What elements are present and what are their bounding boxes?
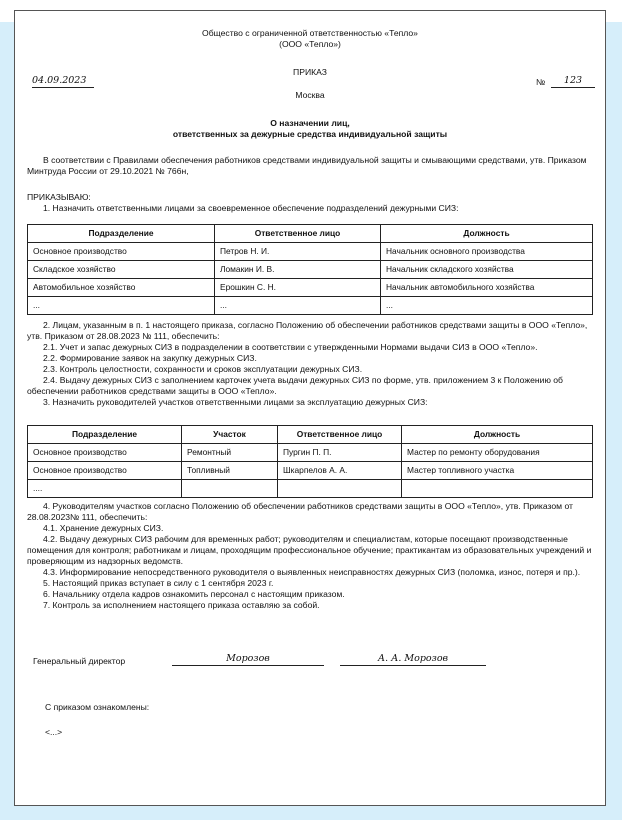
item-3: 3. Назначить руководителей участков ответственными лицами за эксплуатацию дежурных СИЗ: (43, 397, 428, 407)
item-4: 4. Руководителям участков согласно Положению об обеспечении работников средствами защиты в ООО «Тепло», утв. Приказом от 28.08.2023№ 111, обеспечить: (27, 501, 573, 522)
table-row (28, 243, 593, 261)
doc-city: Москва (295, 90, 325, 100)
table-cell: Топливный (182, 462, 278, 480)
table-cell (278, 480, 402, 498)
table-cell: Начальник автомобильного хозяйства (381, 279, 593, 297)
table-2 (27, 425, 593, 498)
table-cell: ... (28, 297, 215, 315)
table-cell: .... (28, 480, 182, 498)
table-row (28, 261, 593, 279)
signature-position: Генеральный директор (33, 656, 126, 666)
acquainted-placeholder: <...> (45, 727, 63, 737)
item-4-2: 4.2. Выдачу дежурных СИЗ рабочим для временных работ; руководителям и специалистам, которые посещают производственные помещения для контроля; работникам и лицам, проходящим профессиональное обучение; практикантам из образовательных учреждений и проверяющим из надзорных ведомств. (27, 534, 592, 566)
doc-date: 04.09.2023 (32, 75, 94, 88)
table-cell: Мастер топливного участка (402, 462, 593, 480)
item-4-1: 4.1. Хранение дежурных СИЗ. (43, 523, 164, 533)
item-2: 2. Лицам, указанным в п. 1 настоящего приказа, согласно Положению об обеспечении работников средствами защиты в ООО «Тепло», утв. Приказом от 28.08.2023 № 111, обеспечить: (27, 320, 588, 341)
table-header-cell: Подразделение (28, 225, 215, 243)
item-4-3: 4.3. Информирование непосредственного руководителя о выявленных неисправностях дежурных СИЗ (поломка, износ, потеря и пр.). (43, 567, 581, 577)
item-2-block (27, 320, 593, 408)
order-block (27, 192, 593, 214)
table-row (28, 297, 593, 315)
table-header-cell: Ответственное лицо (215, 225, 381, 243)
intro-block (27, 155, 593, 177)
table-row (28, 444, 593, 462)
table-cell (182, 480, 278, 498)
table-header-row (28, 225, 593, 243)
table-1-wrap (27, 224, 593, 315)
table-cell: Автомобильное хозяйство (28, 279, 215, 297)
doc-number: 123 (551, 75, 595, 88)
table-cell: ... (215, 297, 381, 315)
table-1 (27, 224, 593, 315)
table-row (28, 279, 593, 297)
table-header-cell: Участок (182, 426, 278, 444)
table-header-cell: Должность (381, 225, 593, 243)
item-6: 6. Начальнику отдела кадров ознакомить персонал с настоящим приказом. (43, 589, 345, 599)
item-5: 5. Настоящий приказ вступает в силу с 1 сентября 2023 г. (43, 578, 274, 588)
intro-paragraph: В соответствии с Правилами обеспечения работников средствами индивидуальной защиты и смывающими средствами, утв. Приказом Минтруда России от 29.10.2021 № 766н, (27, 155, 587, 176)
table-cell: Основное производство (28, 462, 182, 480)
doc-type: ПРИКАЗ (293, 67, 327, 77)
table-cell: Ломакин И. В. (215, 261, 381, 279)
table-header-cell: Должность (402, 426, 593, 444)
table-row (28, 462, 593, 480)
table-header-row (28, 426, 593, 444)
signature-sign: Морозов (172, 653, 324, 666)
table-header-cell: Ответственное лицо (278, 426, 402, 444)
table-cell: Начальник основного производства (381, 243, 593, 261)
acquainted-label: С приказом ознакомлены: (45, 702, 150, 712)
table-cell: Пургин П. П. (278, 444, 402, 462)
item-2-4: 2.4. Выдачу дежурных СИЗ с заполнением карточек учета выдачи дежурных СИЗ по форме, утв. приложением 3 к Положению об обеспечении работников средствами защиты в ООО «Тепло». (27, 375, 563, 396)
doc-title (15, 118, 605, 140)
table-cell: ... (381, 297, 593, 315)
item-2-1: 2.1. Учет и запас дежурных СИЗ в подразделении в соответствии с утвержденными Нормами выдачи СИЗ в ООО «Тепло». (43, 342, 538, 352)
table-cell: Ремонтный (182, 444, 278, 462)
table-cell: Ерошкин С. Н. (215, 279, 381, 297)
order-word: ПРИКАЗЫВАЮ: (27, 192, 91, 202)
item-7: 7. Контроль за исполнением настоящего приказа оставляю за собой. (43, 600, 320, 610)
item-2-2: 2.2. Формирование заявок на закупку дежурных СИЗ. (43, 353, 257, 363)
table-cell: Шкарпелов А. А. (278, 462, 402, 480)
org-short-name: (ООО «Тепло») (279, 39, 341, 49)
org-full-name: Общество с ограниченной ответственностью «Тепло» (202, 28, 418, 38)
table-header-cell: Подразделение (28, 426, 182, 444)
item-4-block (27, 501, 593, 611)
table-cell: Основное производство (28, 243, 215, 261)
item-1: 1. Назначить ответственными лицами за своевременное обеспечение подразделений дежурными СИЗ: (43, 203, 459, 213)
table-cell: Основное производство (28, 444, 182, 462)
doc-number-label: № (536, 77, 546, 87)
org-header (15, 28, 605, 50)
table-cell: Начальник складского хозяйства (381, 261, 593, 279)
table-2-wrap (27, 425, 593, 498)
item-2-3: 2.3. Контроль целостности, сохранности и сроков эксплуатации дежурных СИЗ. (43, 364, 363, 374)
table-cell (402, 480, 593, 498)
doc-title-line2: ответственных за дежурные средства индивидуальной защиты (172, 129, 448, 139)
table-row (28, 480, 593, 498)
signature-name: А. А. Морозов (340, 653, 486, 666)
table-cell: Складское хозяйство (28, 261, 215, 279)
doc-title-line1: О назначении лиц, (270, 118, 350, 128)
table-cell: Мастер по ремонту оборудования (402, 444, 593, 462)
document-page (14, 10, 606, 806)
table-cell: Петров Н. И. (215, 243, 381, 261)
